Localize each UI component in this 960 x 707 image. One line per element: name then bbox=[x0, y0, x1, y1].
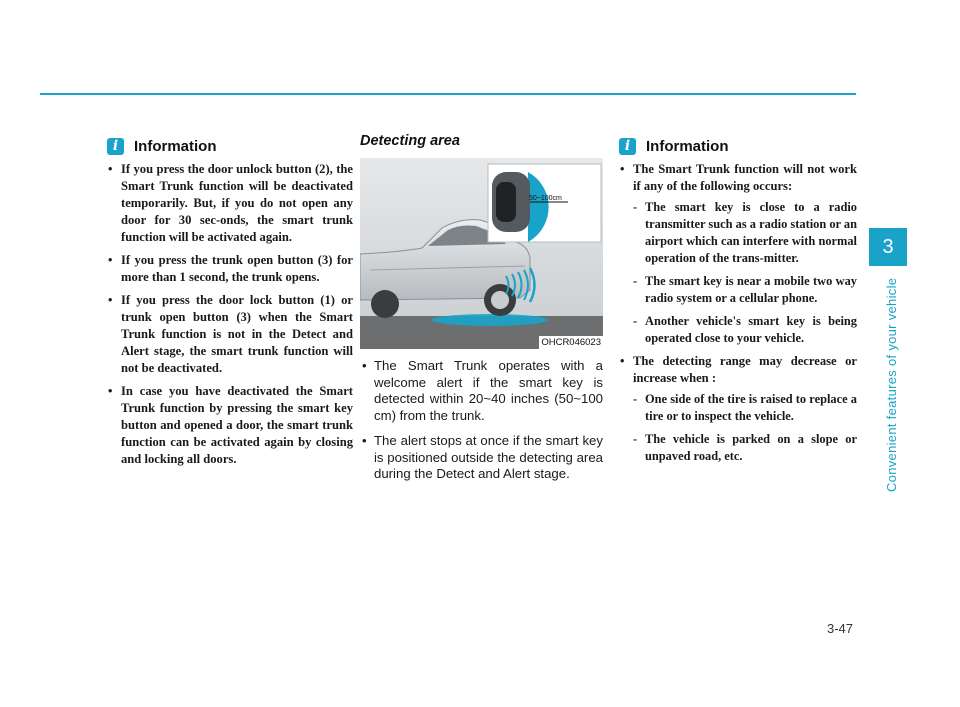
sub-item: - The smart key is near a mobile two way radio system or a cellular phone. bbox=[633, 273, 857, 307]
figure-code: OHCR046023 bbox=[541, 337, 601, 348]
sub-item: - Another vehicle's smart key is being operated close to your vehicle. bbox=[633, 313, 857, 347]
info-bullet: • In case you have deactivated the Smart Trunk function by pressing the smart key button and opened a door, the smart trunk function can be activated again by closing and locking all doors. bbox=[107, 383, 353, 468]
info-bullet: • If you press the trunk open button (3) for more than 1 second, the trunk opens. bbox=[107, 252, 353, 286]
info-heading: Information bbox=[646, 137, 729, 155]
detecting-bullet: • The alert stops at once if the smart key is positioned outside the detecting area during the Detect and Alert stage. bbox=[360, 433, 603, 483]
info-bullet: • If you press the door unlock button (2), the Smart Trunk function will be deactivated temporarily. But, if you do not open any door for 30 sec-onds, the smart trunk function will be activated again. bbox=[107, 161, 353, 246]
page-number: 3-47 bbox=[827, 621, 854, 636]
chapter-tab: 3 bbox=[869, 228, 907, 266]
distance-label: 50~100cm bbox=[529, 195, 562, 202]
info-icon: i bbox=[107, 138, 124, 155]
info-bullet-text: The detecting range may decrease or increase when : bbox=[633, 354, 857, 385]
detecting-area-figure bbox=[360, 158, 603, 349]
info-bullet bbox=[619, 353, 857, 465]
info-bullet-list bbox=[619, 161, 857, 465]
section-heading: Detecting area bbox=[360, 133, 460, 149]
info-box-right bbox=[619, 133, 857, 471]
info-heading-row bbox=[619, 133, 857, 159]
detecting-bullet-list bbox=[360, 358, 603, 483]
info-icon: i bbox=[619, 138, 636, 155]
detecting-bullet: • The Smart Trunk operates with a welcome alert if the smart key is detected within 20~40 inches (50~100 cm) from the trunk. bbox=[360, 358, 603, 424]
sub-list bbox=[633, 391, 857, 465]
sub-item: - The smart key is close to a radio transmitter such as a radio station or an airport which can interfere with normal operation of the trans-mitter. bbox=[633, 199, 857, 267]
sub-list bbox=[633, 199, 857, 347]
info-heading: Information bbox=[134, 137, 217, 155]
info-bullet-text: The Smart Trunk function will not work if any of the following occurs: bbox=[633, 162, 857, 193]
info-bullet: • If you press the door lock button (1) or trunk open button (3) when the Smart Trunk function is not in the Detect and Alert stage, the smart trunk function will not be deactivated. bbox=[107, 292, 353, 377]
detecting-area-section bbox=[360, 133, 603, 492]
top-rule bbox=[40, 93, 856, 95]
info-box-left bbox=[107, 133, 353, 474]
info-bullet-list bbox=[107, 161, 353, 468]
sub-item: - One side of the tire is raised to replace a tire or to inspect the vehicle. bbox=[633, 391, 857, 425]
info-bullet bbox=[619, 161, 857, 347]
sub-item: - The vehicle is parked on a slope or unpaved road, etc. bbox=[633, 431, 857, 465]
chapter-title: Convenient features of your vehicle bbox=[884, 277, 899, 492]
car-illustration bbox=[360, 158, 603, 349]
info-heading-row bbox=[107, 133, 353, 159]
